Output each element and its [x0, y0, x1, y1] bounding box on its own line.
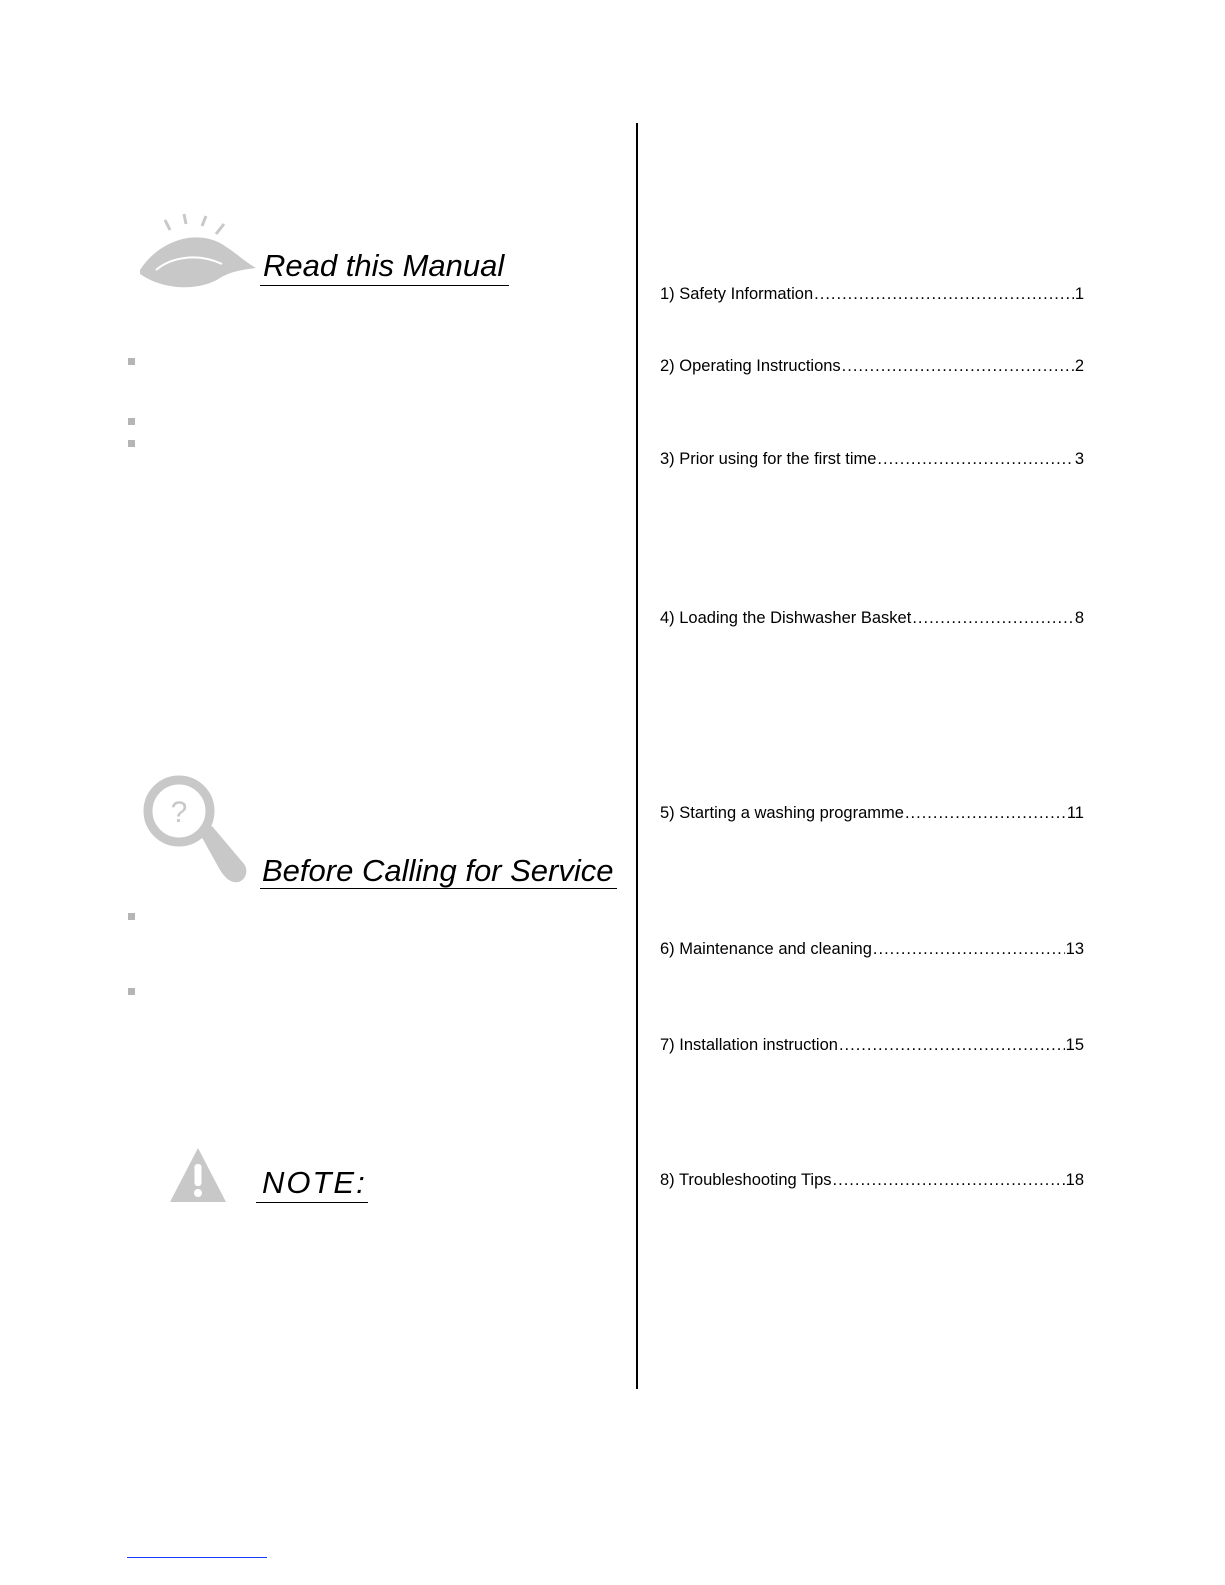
toc-title: 3) Prior using for the first time	[660, 450, 877, 468]
service-underline	[260, 888, 617, 889]
svg-text:?: ?	[170, 796, 188, 829]
toc-entry-loading-basket[interactable]	[660, 607, 1084, 629]
read-manual-underline	[260, 285, 509, 286]
toc-leader-dots	[912, 607, 1074, 629]
toc-page-number: 18	[1065, 1171, 1084, 1189]
toc-entry-operating-instructions[interactable]	[660, 355, 1084, 377]
toc-leader-dots	[905, 802, 1066, 824]
toc-page-number: 2	[1074, 357, 1084, 375]
toc-entry-installation[interactable]	[660, 1034, 1084, 1056]
toc-title: 4) Loading the Dishwasher Basket	[660, 609, 912, 627]
toc-entry-safety-information[interactable]	[660, 283, 1084, 305]
toc-leader-dots	[873, 938, 1065, 960]
toc-leader-dots	[877, 448, 1073, 470]
toc-page-number: 15	[1065, 1036, 1084, 1054]
read-manual-heading: Read this Manual	[263, 248, 505, 283]
toc-leader-dots	[839, 1034, 1065, 1056]
bullet-marker	[128, 988, 135, 995]
toc-title: 8) Troubleshooting Tips	[660, 1171, 832, 1189]
toc-title: 2) Operating Instructions	[660, 357, 841, 375]
toc-title: 5) Starting a washing programme	[660, 804, 904, 822]
bullet-marker	[128, 440, 135, 447]
toc-leader-dots	[833, 1169, 1065, 1191]
footer-link-underline[interactable]	[127, 1557, 267, 1558]
toc-title: 7) Installation instruction	[660, 1036, 838, 1054]
note-heading: NOTE:	[262, 1165, 367, 1200]
toc-entry-troubleshooting[interactable]	[660, 1169, 1084, 1191]
toc-page-number: 8	[1074, 609, 1084, 627]
toc-leader-dots	[842, 355, 1074, 377]
toc-entry-maintenance[interactable]	[660, 938, 1084, 960]
magnifier-question-icon	[140, 772, 252, 888]
eye-icon	[136, 212, 261, 294]
toc-page-number: 1	[1074, 285, 1084, 303]
toc-title: 1) Safety Information	[660, 285, 814, 303]
toc-leader-dots	[814, 283, 1074, 305]
column-divider	[636, 123, 638, 1389]
service-heading: Before Calling for Service	[262, 853, 614, 888]
warning-icon	[168, 1146, 228, 1204]
toc-entry-prior-using[interactable]	[660, 448, 1084, 470]
toc-title: 6) Maintenance and cleaning	[660, 940, 872, 958]
toc-page-number: 3	[1074, 450, 1084, 468]
toc-page-number: 13	[1065, 940, 1084, 958]
bullet-marker	[128, 418, 135, 425]
toc-entry-starting-programme[interactable]	[660, 802, 1084, 824]
toc-page-number: 11	[1066, 804, 1084, 822]
bullet-marker	[128, 913, 135, 920]
note-underline	[256, 1202, 368, 1203]
bullet-marker	[128, 358, 135, 365]
